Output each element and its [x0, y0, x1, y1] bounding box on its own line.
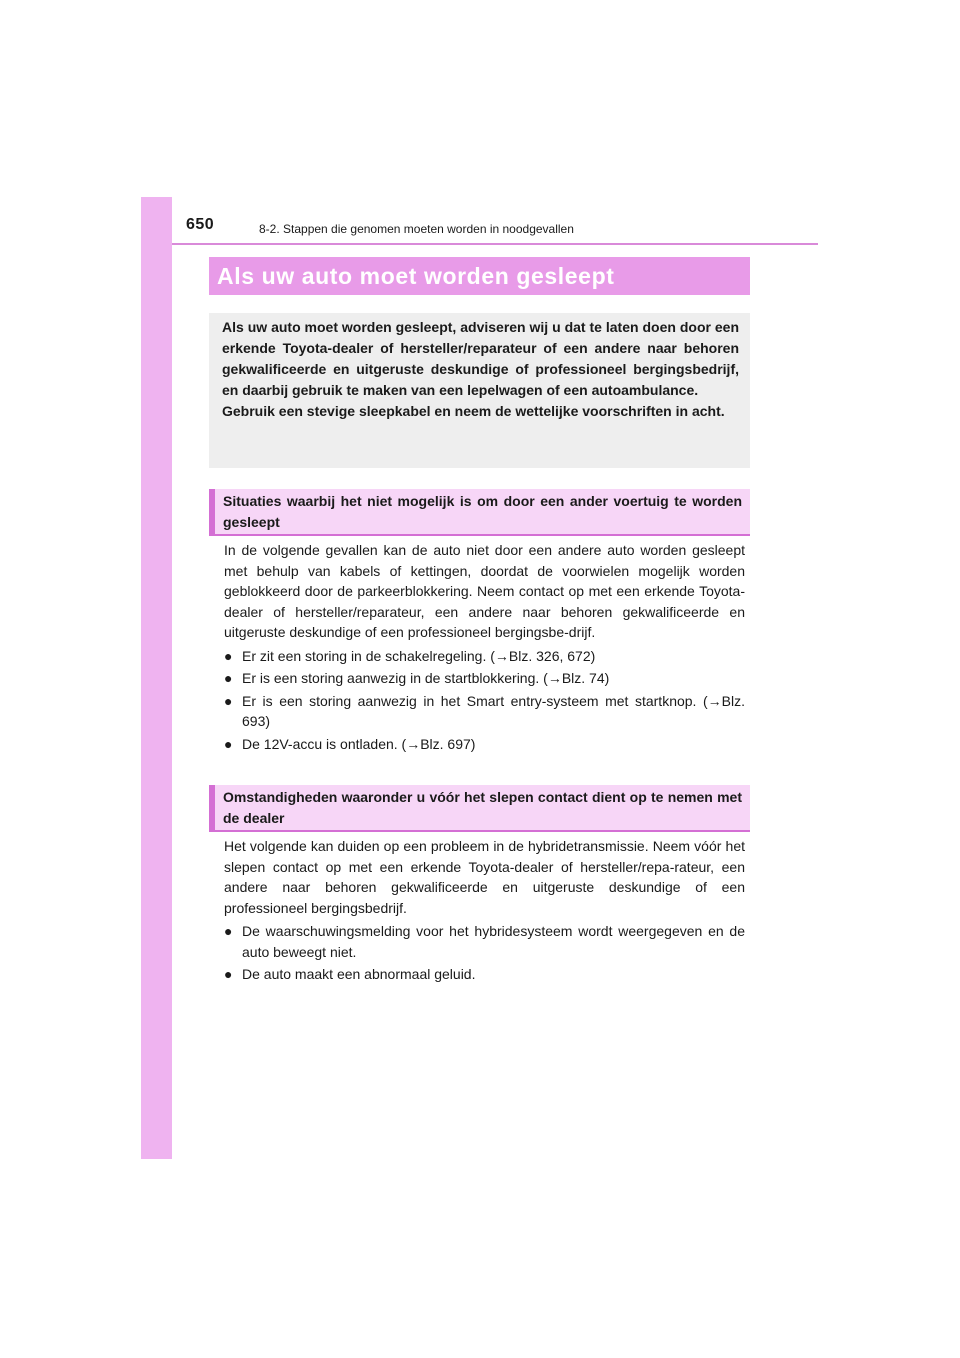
section-situations-body	[224, 540, 745, 756]
list-item	[224, 921, 745, 962]
body-paragraph: In de volgende gevallen kan de auto niet door een andere auto worden gesleept met behulp van kabels of kettingen, doordat de voorwielen mogelijk worden geblokkeerd door de parkeerblokkering. Neem contact op met een erkende Toyota-dealer of hersteller/reparateur, een andere naar behoren gekwalificeerde en uitgeruste deskundige of een professioneel bergingsbe-drijf.	[224, 542, 745, 640]
title-bar	[209, 257, 750, 295]
list-item	[224, 691, 745, 732]
header-divider	[172, 243, 818, 245]
list-item-text: De waarschuwingsmelding voor het hybridesysteem wordt weergegeven en de auto beweegt niet.	[242, 923, 745, 960]
intro-box	[209, 313, 750, 468]
bullet-icon: ●	[224, 670, 233, 686]
intro-paragraph: Als uw auto moet worden gesleept, adviseren wij u dat te laten doen door een erkende Toyota-dealer of hersteller/reparateur of een andere naar behoren gekwalificeerde en uitgeruste deskundige of professioneel bergingsbedrijf, en daarbij gebruik te maken van een lepelwagen of een autoambulance.	[222, 319, 739, 398]
page-title: Als uw auto moet worden gesleept	[217, 263, 615, 289]
bullet-icon: ●	[224, 966, 233, 982]
bullet-icon: ●	[224, 692, 233, 709]
list-item	[224, 734, 745, 755]
subheading-situations: Situaties waarbij het niet mogelijk is om door een ander voertuig te worden gesleept	[223, 493, 742, 530]
bullet-icon: ●	[224, 647, 233, 664]
list-item-text: Er is een storing aanwezig in het Smart entry-systeem met startknop. (→Blz. 693)	[242, 692, 745, 729]
body-paragraph: Het volgende kan duiden op een probleem in de hybridetransmissie. Neem vóór het slepen contact op met een erkende Toyota-dealer of hersteller/repa-rateur, een andere naar behoren gekwalificeerde en uitgeruste deskundige of een professioneel bergingsbedrijf.	[224, 838, 745, 916]
bullet-icon: ●	[224, 735, 233, 752]
intro-paragraph: Gebruik een stevige sleepkabel en neem de wettelijke voorschriften in acht.	[222, 403, 725, 419]
list-item-text: De 12V-accu is ontladen. (→Blz. 697)	[242, 735, 476, 752]
subheading-bar	[209, 785, 750, 832]
list-item	[224, 646, 745, 667]
page-number: 650	[186, 216, 215, 233]
bullet-icon: ●	[224, 923, 233, 939]
list-item-text: De auto maakt een abnormaal geluid.	[242, 966, 476, 982]
list-item	[224, 668, 745, 689]
subheading-bar	[209, 489, 750, 536]
list-item-text: Er is een storing aanwezig in de startblokkering. (→Blz. 74)	[242, 670, 610, 686]
chapter-side-tab	[141, 197, 172, 1159]
section-dealer-body	[224, 836, 745, 987]
section-reference: 8-2. Stappen die genomen moeten worden in noodgevallen	[259, 222, 574, 236]
subheading-dealer: Omstandigheden waaronder u vóór het slepen contact dient op te nemen met de dealer	[223, 789, 742, 826]
list-item-text: Er zit een storing in de schakelregeling. (→Blz. 326, 672)	[242, 647, 596, 664]
list-item	[224, 964, 745, 985]
